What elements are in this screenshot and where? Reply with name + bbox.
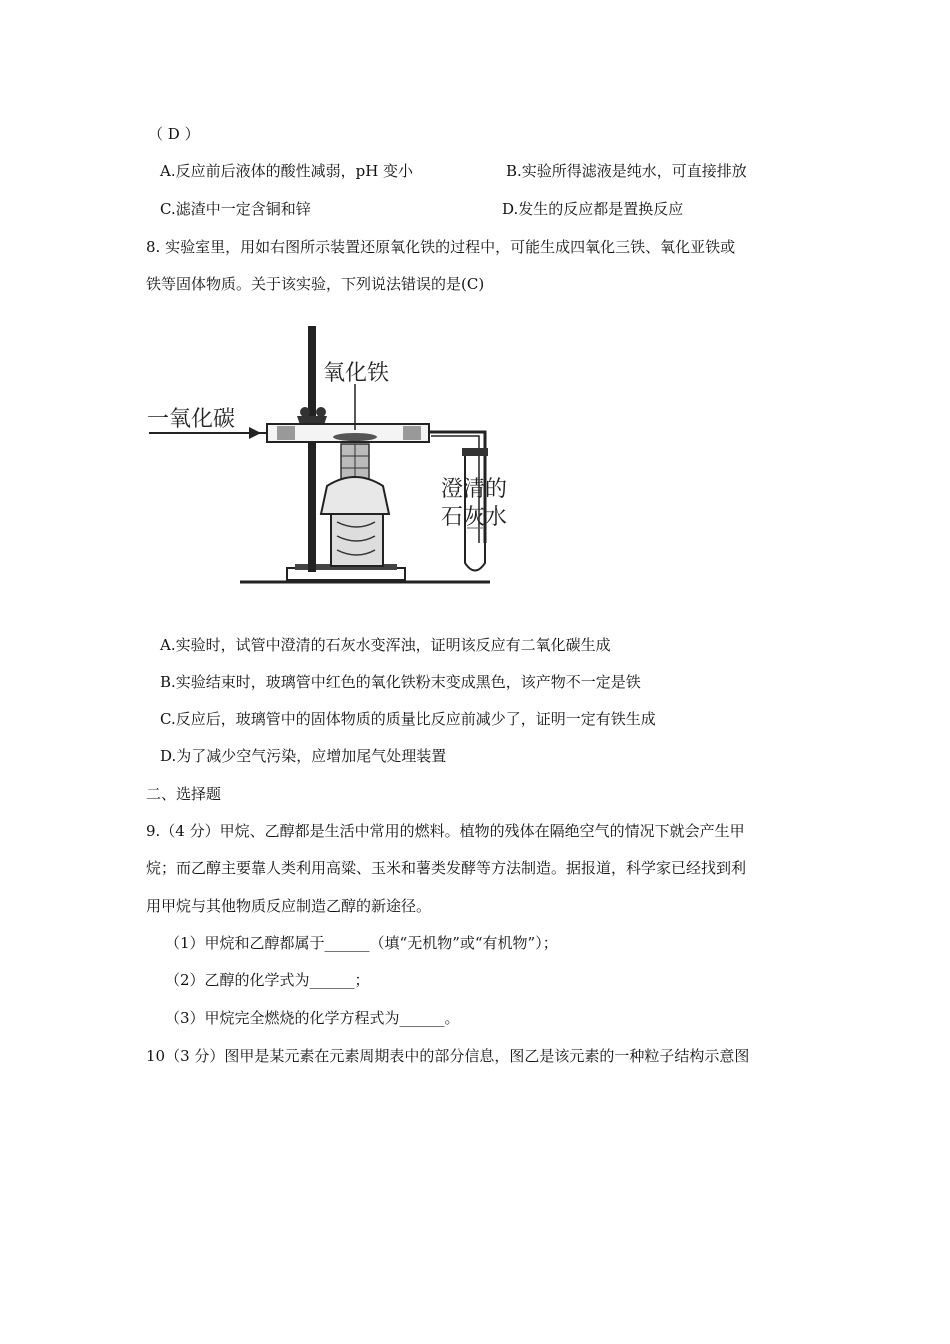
q9-subquestion-3: （3）甲烷完全燃烧的化学方程式为______。 <box>165 1009 460 1027</box>
q7-option-b: B.实验所得滤液是纯水，可直接排放 <box>506 162 747 180</box>
q7-answer: （ D ） <box>148 125 200 143</box>
experiment-apparatus-figure <box>145 318 515 618</box>
label-limewater-line-2: 石灰水 <box>441 505 508 530</box>
q9-subquestion-2: （2）乙醇的化学式为______； <box>165 971 370 989</box>
q10-stem-line-1: 10（3 分）图甲是某元素在元素周期表中的部分信息，图乙是该元素的一种粒子结构示意图 <box>146 1047 750 1065</box>
q9-stem-line-3: 用甲烷与其他物质反应制造乙醇的新途径。 <box>146 897 432 915</box>
section-2-title: 二、选择题 <box>146 785 222 803</box>
label-limewater-line-1: 澄清的 <box>441 477 508 502</box>
label-iron-oxide: 氧化铁 <box>323 361 390 386</box>
alcohol-lamp <box>321 477 389 514</box>
label-carbon-monoxide: 一氧化碳 <box>147 407 236 432</box>
q9-subquestion-1: （1）甲烷和乙醇都属于______（填“无机物”或“有机物”）； <box>165 934 558 952</box>
q8-stem-line-1: 8. 实验室里，用如右图所示装置还原氧化铁的过程中，可能生成四氧化三铁、氧化亚铁或 <box>146 238 736 256</box>
q7-option-a: A.反应前后液体的酸性减弱，pH 变小 <box>160 162 414 180</box>
stand-rod <box>308 326 316 572</box>
q9-stem-line-1: 9.（4 分）甲烷、乙醇都是生活中常用的燃料。植物的残体在隔绝空气的情况下就会产生甲 <box>146 822 745 840</box>
q9-stem-line-2: 烷；而乙醇主要靠人类利用高粱、玉米和薯类发酵等方法制造。据报道，科学家已经找到利 <box>146 859 747 877</box>
q8-option-c: C.反应后，玻璃管中的固体物质的质量比反应前减少了，证明一定有铁生成 <box>160 710 656 728</box>
q8-option-d: D.为了减少空气污染，应增加尾气处理装置 <box>160 747 447 765</box>
iron-oxide-powder <box>333 433 377 441</box>
wood-block <box>331 514 383 566</box>
q8-stem-line-2: 铁等固体物质。关于该实验，下列说法错误的是(C) <box>146 275 485 293</box>
q7-option-c: C.滤渣中一定含铜和锌 <box>160 200 311 218</box>
q7-option-d: D.发生的反应都是置换反应 <box>502 200 684 218</box>
q8-option-a: A.实验时，试管中澄清的石灰水变浑浊，证明该反应有二氧化碳生成 <box>160 636 611 654</box>
q8-option-b: B.实验结束时，玻璃管中红色的氧化铁粉末变成黑色，该产物不一定是铁 <box>160 673 641 691</box>
